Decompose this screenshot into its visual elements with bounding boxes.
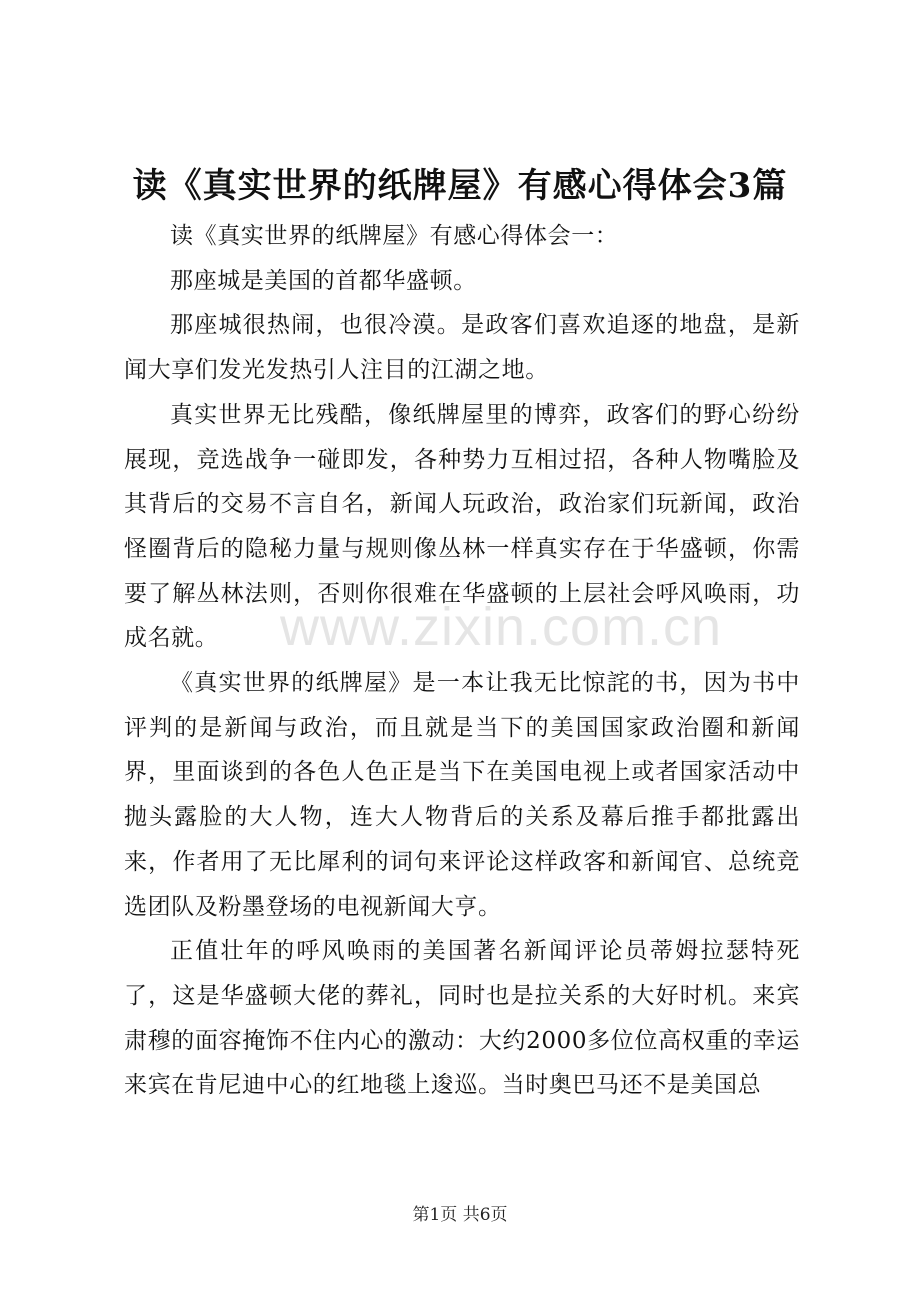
page-footer: 第1页 共6页 [412, 1205, 508, 1225]
paragraph: 那座城是美国的首都华盛顿。 [170, 267, 477, 294]
paragraph: 《真实世界的纸牌屋》是一本让我无比惊詫的书，因为书中评判的是新闻与政治，而且就是当下的美国国家政治圈和新闻界，里面谈到的各色人色正是当下在美国电视上或者国家活动中抛头露脸的大人物，连大人物背后的关系及幕后推手都批露出来，作者用了无比犀利的词句来评论这样政客和新闻官、总统竞选团队及粉墨登场的电视新闻大亨。 [124, 670, 800, 920]
watermark: www.zixin.com.cn [280, 597, 723, 657]
document-body [124, 214, 800, 1108]
paragraph: 读《真实世界的纸牌屋》有感心得体会一： [170, 223, 619, 249]
paragraph: 正值壮年的呼风唤雨的美国著名新闻评论员蒂姆拉瑟特死了，这是华盛顿大佬的葬礼，同时也是拉关系的大好时机。来宾肃穆的面容掩饰不住内心的激动：大约2000多位位高权重的幸运来宾在肯尼迪中心的红地毯上逡巡。当时奥巴马还不是美国总 [124, 938, 800, 1099]
paragraph: 真实世界无比残酷，像纸牌屋里的博弈，政客们的野心纷纷展现，竞选战争一碰即发，各种势力互相过招，各种人物嘴脸及其背后的交易不言自名，新闻人玩政治，政治家们玩新闻，政治怪圈背后的隐秘力量与规则像丛林一样真实存在于华盛顿，你需要了解丛林法则，否则你很难在华盛顿的上层社会呼风唤雨，功成名就。 [124, 401, 800, 652]
document-title: 读《真实世界的纸牌屋》有感心得体会3篇 [132, 166, 788, 206]
paragraph: 那座城很热闹，也很冷漠。是政客们喜欢追逐的地盘，是新闻大享们发光发热引人注目的江湖之地。 [124, 312, 800, 384]
